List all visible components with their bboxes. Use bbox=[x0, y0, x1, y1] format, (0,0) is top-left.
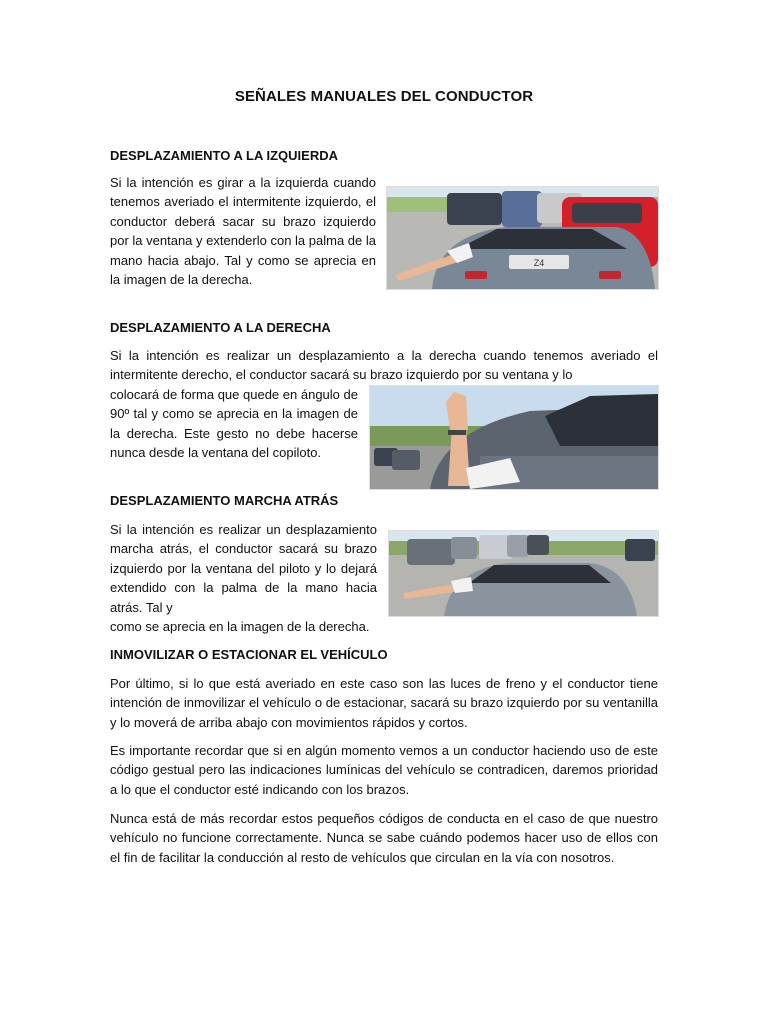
section-text-left: Si la intención es girar a la izquierda cuando tenemos averiado el intermitente izquierdo, el conductor deberá sacar su brazo izquierdo por la ventana y extenderlo con la palma de la mano hacia abajo. Tal y como se aprecia en la imagen de la derecha. bbox=[110, 175, 376, 288]
paragraph-stop-1: Por último, si lo que está averiado en este caso son las luces de freno y el conductor tiene intención de inmovilizar el vehículo o de estacionar, sacará su brazo izquierdo por su ventanilla y lo moverá de arriba abajo con movimientos rápidos y cortos. bbox=[110, 676, 658, 730]
page-title: SEÑALES MANUALES DEL CONDUCTOR bbox=[234, 88, 534, 105]
section-heading-reverse: DESPLAZAMIENTO MARCHA ATRÁS bbox=[110, 493, 339, 508]
section-heading-stop: INMOVILIZAR O ESTACIONAR EL VEHÍCULO bbox=[110, 647, 388, 662]
section-heading-right: DESPLAZAMIENTO A LA DERECHA bbox=[110, 320, 331, 335]
section-text-reverse-last: como se aprecia en la imagen de la derecha. bbox=[110, 619, 370, 634]
paragraph-stop-3: Nunca está de más recordar estos pequeños códigos de conducta en el caso de que nuestro vehículo no funcione correctamente. Nunca se sabe cuándo podemos hacer uso de ellos con el fin de facilitar la conducción al resto de vehículos que circulan en la vía con nosotros. bbox=[110, 811, 658, 865]
section-text-right-full: Si la intención es realizar un desplazamiento a la derecha cuando tenemos averiado el intermitente derecho, el conductor sacará su brazo izquierdo por su ventana y lo bbox=[110, 348, 658, 383]
photo-reverse-signal bbox=[388, 530, 659, 617]
section-text-right-wrap: colocará de forma que quede en ángulo de 90º tal y como se aprecia en la imagen de la derecha. Este gesto no debe hacerse nunca desde la ventana del copiloto. bbox=[110, 387, 358, 461]
paragraph-stop-2: Es importante recordar que si en algún momento vemos a un conductor haciendo uso de este código gestual pero las indicaciones lumínicas del vehículo se contradicen, daremos prioridad a lo que el conductor esté indicando con los brazos. bbox=[110, 743, 658, 797]
plate-text: Z4 bbox=[533, 258, 545, 268]
photo-left-signal bbox=[386, 186, 659, 290]
photo-right-signal bbox=[369, 385, 659, 490]
section-text-reverse: Si la intención es realizar un desplazamiento marcha atrás, el conductor sacará su brazo izquierdo por la ventana del piloto y lo dejará extendido con la palma de la mano hacia atrás. Tal y bbox=[110, 522, 377, 615]
section-heading-left: DESPLAZAMIENTO A LA IZQUIERDA bbox=[110, 148, 338, 163]
